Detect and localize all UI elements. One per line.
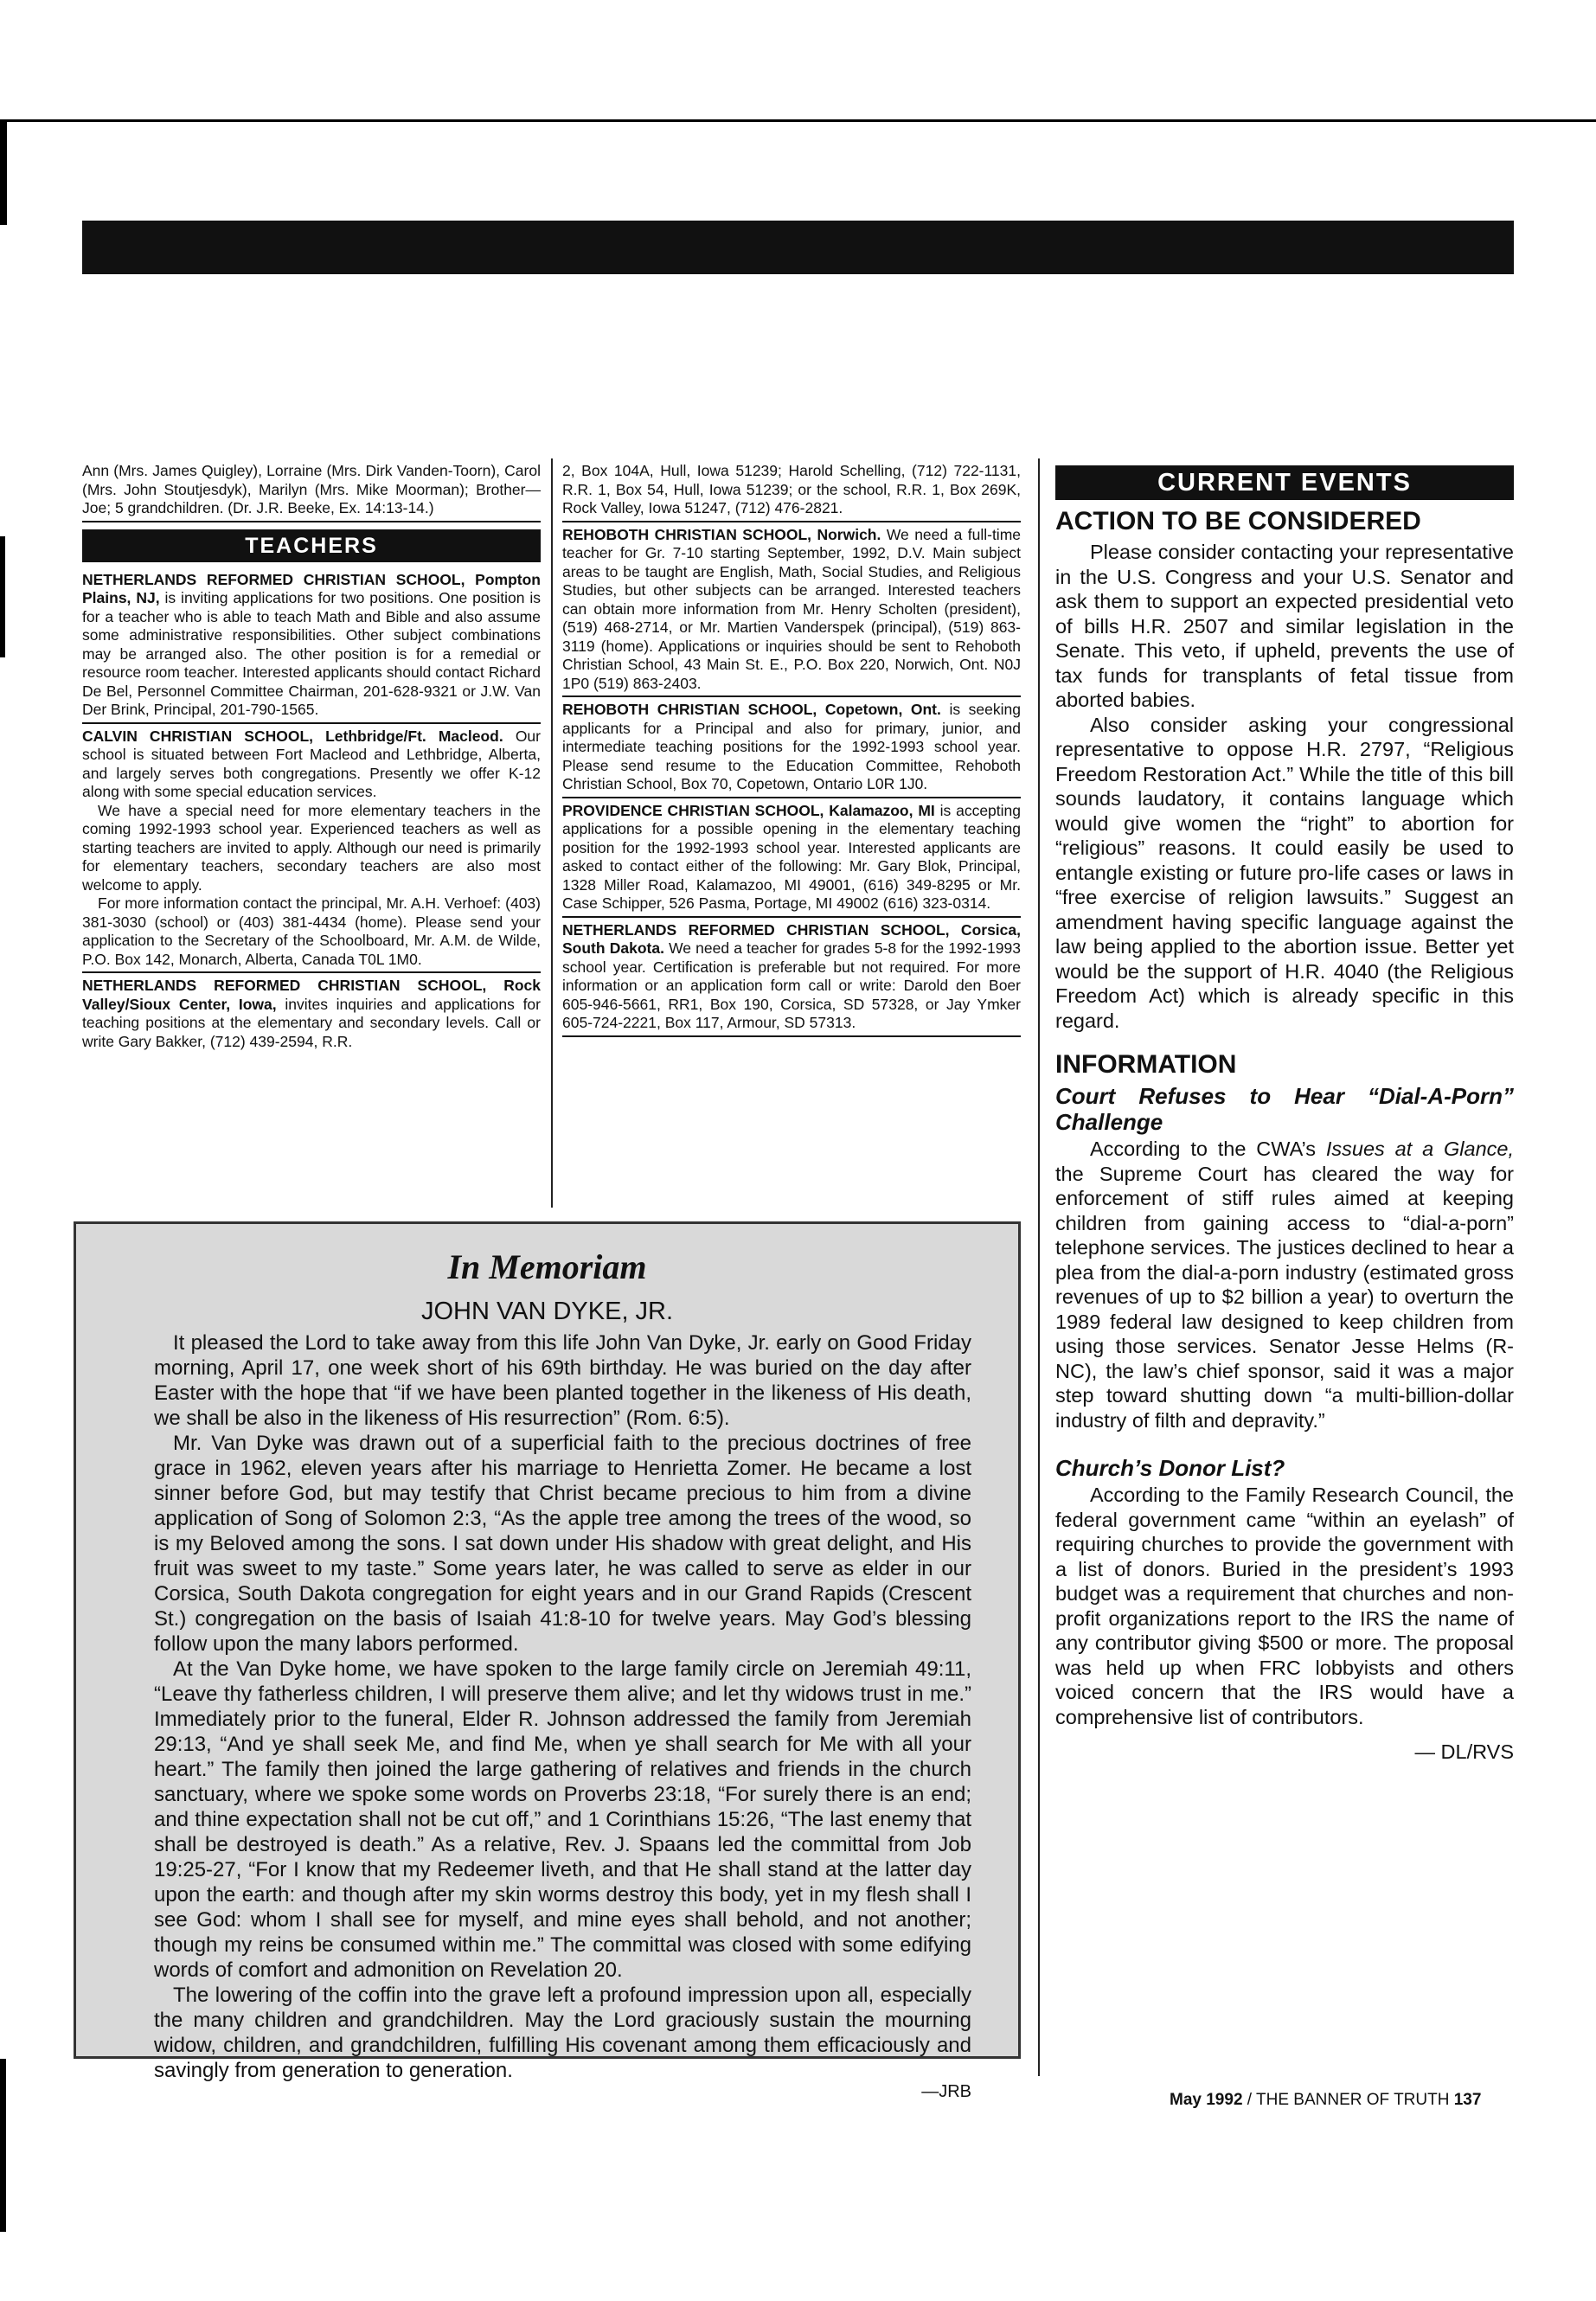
in-memoriam-box xyxy=(74,1221,1021,2101)
ad-heading: NETHERLANDS REFORMED CHRISTIAN SCHOOL, Pompton Plains, NJ, xyxy=(82,570,541,606)
ad-heading: CALVIN CHRISTIAN SCHOOL, Lethbridge/Ft. Macleod. xyxy=(82,727,503,745)
column-right xyxy=(1055,465,1514,1765)
ad-heading: NETHERLANDS REFORMED CHRISTIAN SCHOOL, Rock Valley/Sioux Center, Iowa, xyxy=(82,977,541,1013)
ad-text: is accepting applications for a possible opening in the elementary teaching position for the 1992-1993 school year. Interested applicants are asked to contact either of the following: Mr. Gary Blok, Principal, 1328 Miller Road, Kalamazoo, MI 49001, (616) 349-8295 or Mr. Case Schipper, 526 Pasma, Portage, MI 49002 (616) 323-0314. xyxy=(562,801,1021,912)
heading-action: ACTION TO BE CONSIDERED xyxy=(1055,507,1421,535)
memorial-paragraph: It pleased the Lord to take away from this life John Van Dyke, Jr. early on Good Friday morning, April 17, one week short of his 69th birthday. He was buried on the day after Easter with the hope that “if we have been planted together in the likeness of His death, we shall be also in the likeness of His resurrection” (Rom. 6:5). xyxy=(154,1331,971,1430)
divider xyxy=(562,521,1021,522)
obituary-end-text: Ann (Mrs. James Quigley), Lorraine (Mrs. Dirk Vanden-Toorn), Carol (Mrs. John Stoutjesdyk), Marilyn (Mrs. Mike Moorman); Brother—Joe; 5 grandchildren. (Dr. J.R. Beeke, Ex. 14:13-14.) xyxy=(82,462,541,516)
divider xyxy=(82,521,541,522)
ad-text: Our school is situated between Fort Macleod and Lethbridge, Alberta, and largely serves both congregations. Presently we offer K-12 along with some special education services. xyxy=(82,727,541,800)
column-middle xyxy=(562,462,1021,1041)
ad-paragraph: For more information contact the principal, Mr. A.H. Verhoef: (403) 381-3030 (school) or (403) 381-4434 (home). Please send your application to the Secretary of the Schoolboard, Mr. A.M. de Wilde, P.O. Box 142, Monarch, Alberta, Canada T0L 1M0. xyxy=(82,894,541,968)
memorial-name: JOHN VAN DYKE, JR. xyxy=(420,1298,674,1325)
scan-edge xyxy=(0,536,5,657)
classified-ad xyxy=(562,802,1021,913)
divider xyxy=(562,916,1021,918)
header-bar xyxy=(82,221,1514,274)
issue-date: May 1992 xyxy=(1170,2091,1243,2109)
section-heading-teachers: TEACHERS xyxy=(82,529,541,562)
classified-ad xyxy=(562,526,1021,694)
column-divider xyxy=(1038,458,1040,2076)
ad-heading: REHOBOTH CHRISTIAN SCHOOL, Copetown, Ont. xyxy=(562,701,941,718)
ad-text: We need a full-time teacher for Gr. 7-10 starting September, 1992, D.V. Main subject areas to be taught are English, Math, Social Studies, and Religious Studies, but other subjects can be arranged. Interested teachers can obtain more information from Mr. Henry Scholten (president), (519) 468-2714, or Mr. Martien Vanderspek (principal), (519) 863-3119 (home). Applications or inquiries should be sent to Rehoboth Christian School, 43 Main St. E., P.O. Box 220, Norwich, Ont. N0J 1P0 (519) 863-2403. xyxy=(562,525,1022,692)
author-signature: — DL/RVS xyxy=(1414,1740,1514,1763)
section-heading-current-events: CURRENT EVENTS xyxy=(1055,465,1514,500)
column-left xyxy=(82,462,541,1051)
classified-ad xyxy=(82,727,541,802)
ad-text: is seeking applicants for a Principal and also for primary, junior, and intermediate teaching positions for the 1992-1993 school year. Please send resume to the Education Committee, Rehoboth Christian School, Box 70, Copetown, Ontario L0R 1J0. xyxy=(562,701,1021,792)
article-paragraph: Also consider asking your congressional representative to oppose H.R. 2797, “Religious Freedom Restoration Act.” While the title of this bill sounds laudatory, it contains language which would give women the “right” to abortion for “religious” reasons. It could easily be used to entangle existing or future pro-life cases or laws in “free exercise of religion lawsuits.” Suggest an amendment having specific language against the law being applied to the abortion issue. Better yet would be the support of H.R. 4040 (the Religious Freedom Act) which is already specific in this regard. xyxy=(1055,713,1514,1032)
divider xyxy=(562,695,1021,697)
scan-edge xyxy=(0,2059,6,2232)
ad-paragraph: We have a special need for more elementary teachers in the coming 1992-1993 school year. Experienced teachers as well as starting teachers are invited to apply. Although our need is primarily for elementary teachers, secondary teachers are also most welcome to apply. xyxy=(82,801,541,894)
memorial-title: In Memoriam xyxy=(447,1247,647,1286)
classified-ad xyxy=(82,977,541,1051)
publication-name: / THE BANNER OF TRUTH xyxy=(1242,2091,1454,2109)
publication-title: Issues at a Glance, xyxy=(1325,1138,1514,1160)
scan-edge xyxy=(0,121,7,225)
memorial-paragraph: Mr. Van Dyke was drawn out of a superficial faith to the precious doctrines of free grace in 1962, eleven years after his marriage to Henrietta Zomer. He became a lost sinner before God, but may testify that Christ became precious to him from a divine application of Song of Solomon 2:3, “As the apple tree among the trees of the wood, so is my Beloved among the sons. I sat down under His shadow with great delight, and His fruit was sweet to my taste.” Some years later, he was called to serve as elder in our Corsica, South Dakota congregation for eight years and in our Grand Rapids (Crescent St.) congregation on the basis of Isaiah 41:8-10 for twelve years. May God’s blessing follow upon the many labors performed. xyxy=(154,1432,971,1656)
subheading-dial-a-porn: Court Refuses to Hear “Dial-A-Porn” Challenge xyxy=(1055,1083,1514,1135)
page-number: 137 xyxy=(1453,2091,1482,2109)
article-paragraph xyxy=(1055,1137,1514,1433)
ad-heading: PROVIDENCE CHRISTIAN SCHOOL, Kalamazoo, MI xyxy=(562,801,935,819)
divider xyxy=(82,722,541,724)
memorial-initials: —JRB xyxy=(921,2082,971,2101)
heading-information: INFORMATION xyxy=(1055,1050,1237,1079)
ad-continuation: 2, Box 104A, Hull, Iowa 51239; Harold Schelling, (712) 722-1131, R.R. 1, Box 54, Hull, Iowa 51239; or the school, R.R. 1, Box 269K, Rock Valley, Iowa 51247, (712) 476-2821. xyxy=(562,462,1021,516)
ad-text: invites inquiries and applications for teaching positions at the elementary and secondary levels. Call or write Gary Bakker, (712) 439-2594, R.R. xyxy=(82,995,541,1050)
page-footer xyxy=(1170,2091,1481,2110)
memorial-paragraph: At the Van Dyke home, we have spoken to the large family circle on Jeremiah 49:11, “Leave thy fatherless children, I will preserve them alive; and let thy widows trust in me.” Immediately prior to the funeral, Elder R. Johnson addressed the family from Jeremiah 29:13, “And ye shall seek Me, and find Me, when ye shall search for Me with all your heart.” The family then joined the large gathering of relatives and friends in the church sanctuary, where we spoke some words on Proverbs 23:18, “For surely there is an end; and thine expectation shall not be cut off,” and 1 Corinthians 15:26, “The last enemy that shall be destroyed is death.” As a relative, Rev. J. Spaans led the committal from Job 19:25-27, “For I know that my Redeemer liveth, and that He shall stand at the latter day upon the earth: and though after my skin worms destroy this body, yet in my flesh shall I see God: whom I shall see for myself, and mine eyes shall behold, and not another; though my reins be consumed within me.” The committal was closed with some edifying words of comfort and admonition on Revelation 20. xyxy=(154,1657,971,1982)
article-paragraph: According to the Family Research Council, the federal government came “within an eyelash” of requiring churches to provide the government with a list of donors. Buried in the president’s 1993 budget was a requirement that churches and non-profit organizations report to the IRS the name of any contributor giving $500 or more. The proposal was held up when FRC lobbyists and others voiced concern that the IRS would have a comprehensive list of contributors. xyxy=(1055,1484,1514,1728)
text: the Supreme Court has cleared the way for enforcement of stiff rules aimed at keeping children from gaining access to “dial-a-porn” telephone services. The justices declined to hear a plea from the dial-a-porn industry (estimated gross revenues of up to $2 billion a year) to overturn the 1989 federal law designed to keep children from using those services. Senator Jesse Helms (R-NC), the law’s chief sponsor, said it was a major step toward shutting down “a multi-billion-dollar industry of filth and depravity.” xyxy=(1055,1162,1514,1432)
classified-ad xyxy=(82,571,541,720)
memorial-body xyxy=(154,1330,971,2105)
ad-text: is inviting applications for two positions. One position is for a teacher who is able to teach Math and Bible and also assume some administrative responsibilities. Other subject combinations may be arranged also. The other position is for a remedial or resource room teacher. Interested applicants should contact Richard De Bel, Personnel Committee Chairman, 201-628-9321 or J.W. Van Der Brink, Principal, 201-790-1565. xyxy=(82,589,541,718)
ad-text: We need a teacher for grades 5-8 for the 1992-1993 school year. Certification is preferable but not required. For more information or an application form call or write: Darold den Boer 605-946-5661, RR1, Box 190, Corsica, SD 57328, or Jay Ymker 605-724-2221, Box 117, Armour, SD 57313. xyxy=(562,939,1021,1031)
divider xyxy=(562,797,1021,798)
classified-ad xyxy=(562,921,1021,1033)
article-paragraph: Please consider contacting your representative in the U.S. Congress and your U.S. Senator and ask them to support an expected presidential veto of bills H.R. 2507 and similar legislation in the Senate. This veto, if upheld, prevents the use of tax funds for transplants of fetal tissue from aborted babies. xyxy=(1055,541,1514,711)
subheading-donor-list: Church’s Donor List? xyxy=(1055,1455,1285,1481)
classified-ad xyxy=(562,701,1021,794)
divider xyxy=(562,1035,1021,1037)
ad-heading: REHOBOTH CHRISTIAN SCHOOL, Norwich. xyxy=(562,525,881,543)
column-divider xyxy=(551,458,553,1208)
ad-heading: NETHERLANDS REFORMED CHRISTIAN SCHOOL, Corsica, South Dakota. xyxy=(562,920,1021,957)
text: According to the CWA’s xyxy=(1090,1138,1326,1160)
memorial-paragraph: The lowering of the coffin into the grave left a profound impression upon all, especially the many children and grandchildren. May the Lord graciously sustain the mourning widow, children, and grandchildren, fulfilling His covenant among them efficaciously and savingly from generation to generation. xyxy=(154,1984,971,2082)
page-top-rule xyxy=(0,119,1596,122)
divider xyxy=(82,971,541,973)
